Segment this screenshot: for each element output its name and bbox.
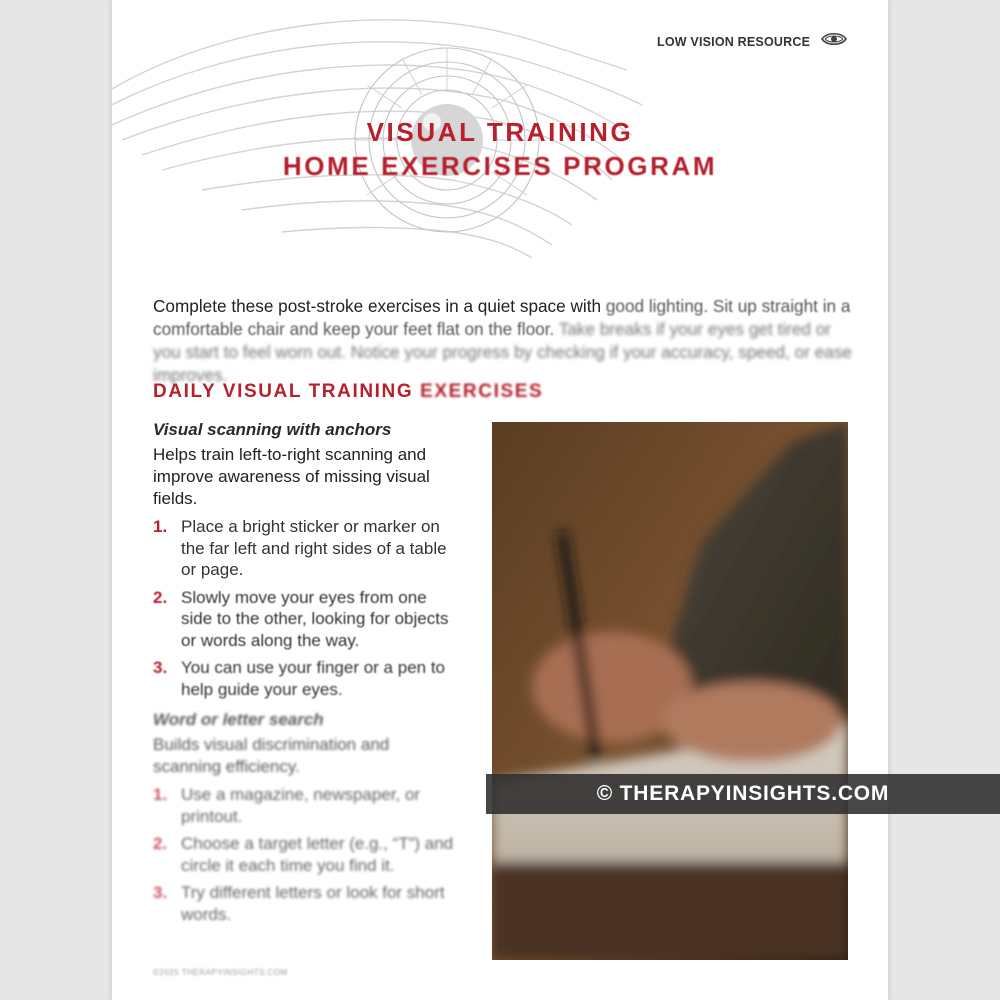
exercise-title: Word or letter search (153, 710, 324, 729)
exercise-visual-scanning (153, 420, 458, 700)
exercise-title: Visual scanning with anchors (153, 420, 392, 439)
exercise-step (153, 657, 458, 700)
copyright-footer: ©2025 THERAPYINSIGHTS.COM (153, 968, 288, 977)
section-heading-text-2: EXERCISES (413, 381, 544, 402)
step-text: Use a magazine, newspaper, or printout. (181, 785, 421, 826)
exercise-description: Builds visual discrimination and scanning efficiency. (153, 735, 390, 776)
step-text: Slowly move your eyes from one side to the other, looking for objects or words along the way. (181, 587, 449, 650)
writing-hand-photo (492, 422, 848, 960)
step-number: 3. (153, 883, 168, 902)
step-number: 1. (153, 785, 168, 804)
step-text: Choose a target letter (e.g., “T”) and circle it each time you find it. (181, 834, 454, 875)
exercise-step (153, 587, 458, 652)
exercise-step (153, 882, 458, 925)
exercise-step (153, 833, 458, 876)
step-text: You can use your finger or a pen to help guide your eyes. (181, 658, 445, 699)
title-line-1: VISUAL TRAINING (366, 117, 634, 147)
eye-icon (820, 30, 848, 53)
resource-label: LOW VISION RESOURCE (657, 34, 811, 49)
intro-text-2: good lighting. Sit up straight in a comfortable chair and keep your feet flat on the floor. (153, 296, 851, 339)
section-heading (153, 381, 543, 403)
exercise-description: Helps train left-to-right scanning and improve awareness of missing visual fields. (153, 445, 430, 508)
step-number: 2. (153, 587, 168, 607)
exercise-step (153, 516, 458, 581)
exercise-steps (153, 516, 458, 700)
step-number: 2. (153, 834, 168, 853)
page-title (112, 115, 888, 183)
exercise-step (153, 784, 458, 827)
watermark-banner: © THERAPYINSIGHTS.COM (486, 774, 1000, 814)
exercise-column (153, 418, 458, 931)
section-heading-text-1: DAILY VISUAL TRAINING (153, 381, 414, 402)
title-line-2: HOME EXERCISES PROGRAM (282, 151, 718, 181)
document-page (112, 0, 888, 1000)
resource-badge (657, 30, 848, 53)
step-text: Place a bright sticker or marker on the far left and right sides of a table or page. (181, 517, 447, 579)
step-number: 3. (153, 658, 168, 677)
exercise-word-search (153, 710, 458, 925)
intro-text-1: Complete these post-stroke exercises in a quiet space with (153, 296, 602, 317)
exercise-steps (153, 784, 458, 925)
step-text: Try different letters or look for short words. (181, 883, 445, 924)
intro-text-3: Take breaks if your eyes get tired or you start to feel worn out. Notice your progress by checking if your accuracy, speed, or ease improves. (153, 318, 852, 385)
step-number: 1. (153, 517, 168, 536)
intro-paragraph (153, 295, 853, 386)
